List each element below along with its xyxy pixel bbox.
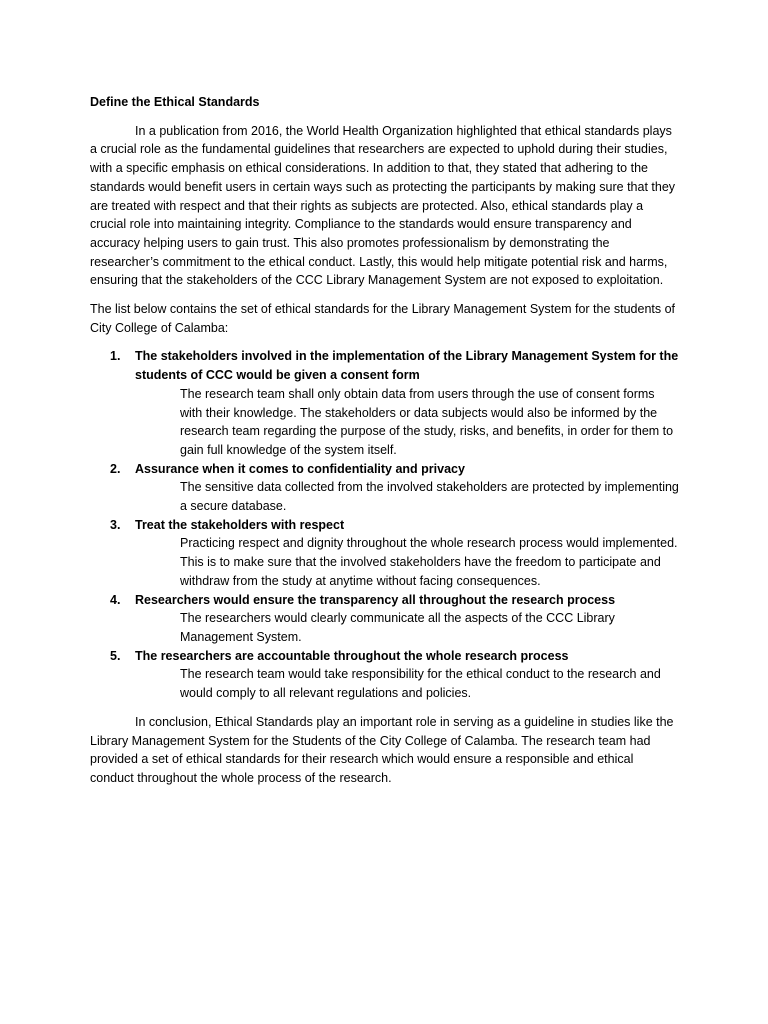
list-item bbox=[90, 591, 680, 647]
ethical-standards-list bbox=[90, 347, 680, 702]
section-heading: Define the Ethical Standards bbox=[90, 95, 260, 109]
list-item bbox=[90, 460, 680, 516]
list-item-title: The stakeholders involved in the implementation of the Library Management System for the students of CCC would be given a consent form bbox=[135, 349, 679, 383]
conclusion-paragraph: In conclusion, Ethical Standards play an important role in serving as a guideline in studies like the Library Management System for the Students of the City College of Calamba. The research team had provided a set of ethical standards for their research which would ensure a responsible and ethical conduct throughout the whole process of the research. bbox=[90, 714, 674, 785]
list-item-description: The research team shall only obtain data from users through the use of consent forms with their knowledge. The stakeholders or data subjects would also be informed by the research team regarding the purpose of the study, risks, and benefits, in order for them to gain full knowledge of the system itself. bbox=[180, 386, 674, 457]
list-item-number: 3. bbox=[110, 517, 121, 532]
list-item-number: 2. bbox=[110, 461, 121, 476]
list-item-description: Practicing respect and dignity throughout the whole research process would implemented. This is to make sure that the involved stakeholders have the freedom to participate and withdraw from the study at anytime without facing consequences. bbox=[180, 536, 678, 588]
list-item-number: 1. bbox=[110, 349, 121, 364]
list-item-title: The researchers are accountable throughout the whole research process bbox=[135, 648, 569, 663]
list-item-title: Researchers would ensure the transparency all throughout the research process bbox=[135, 592, 616, 607]
list-item bbox=[90, 647, 680, 703]
document-page bbox=[90, 93, 680, 798]
list-item-title: Assurance when it comes to confidentiality and privacy bbox=[135, 461, 465, 476]
list-item-description: The research team would take responsibility for the ethical conduct to the research and would comply to all relevant regulations and policies. bbox=[180, 667, 661, 701]
intro-paragraph: In a publication from 2016, the World Health Organization highlighted that ethical standards plays a crucial role as the fundamental guidelines that researchers are expected to uphold during their studies, with a specific emphasis on ethical considerations. In addition to that, they stated that adhering to the standards would benefit users in certain ways such as protecting the participants by making sure that they are treated with respect and that their rights as subjects are protected. Also, ethical standards play a crucial role into maintaining integrity. Compliance to the standards would ensure transparency and accuracy helping users to gain trust. This also promotes professionalism by demonstrating the researcher’s commitment to the ethical conduct. Lastly, this would help mitigate potential risk and harms, ensuring that the stakeholders of the CCC Library Management System are not exposed to exploitation. bbox=[90, 123, 676, 288]
list-item-title: Treat the stakeholders with respect bbox=[135, 517, 345, 532]
list-item-number: 5. bbox=[110, 648, 121, 663]
list-item-description: The sensitive data collected from the involved stakeholders are protected by implementing a secure database. bbox=[180, 480, 679, 514]
list-item-number: 4. bbox=[110, 592, 121, 607]
list-intro-paragraph: The list below contains the set of ethical standards for the Library Management System for the students of City College of Calamba: bbox=[90, 302, 676, 335]
list-item-description: The researchers would clearly communicate all the aspects of the CCC Library Management System. bbox=[180, 611, 615, 644]
list-item bbox=[90, 347, 680, 459]
list-item bbox=[90, 516, 680, 591]
